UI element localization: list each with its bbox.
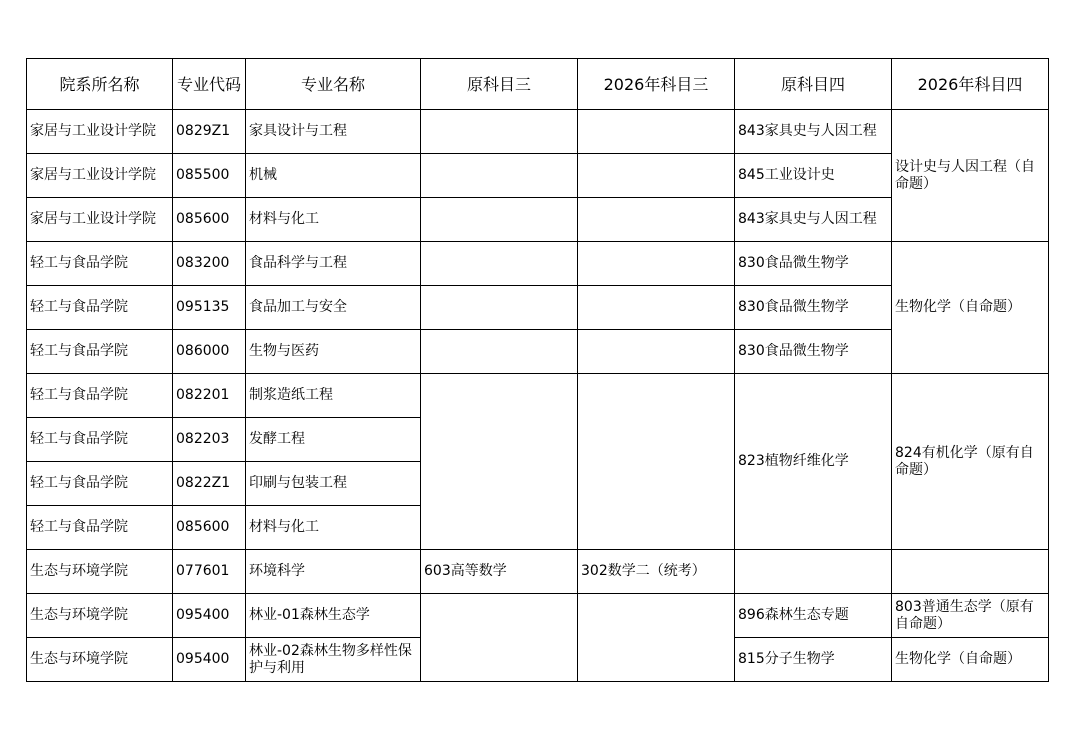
cell-new-subject3 — [578, 110, 735, 154]
cell-code: 0829Z1 — [173, 110, 246, 154]
cell-major: 家具设计与工程 — [246, 110, 421, 154]
cell-orig-subject3 — [421, 154, 578, 198]
cell-orig-subject4: 830食品微生物学 — [735, 286, 892, 330]
cell-major: 制浆造纸工程 — [246, 374, 421, 418]
cell-major: 食品加工与安全 — [246, 286, 421, 330]
subject-change-table — [26, 58, 1049, 682]
cell-major: 发酵工程 — [246, 418, 421, 462]
cell-code: 082203 — [173, 418, 246, 462]
cell-orig-subject4: 830食品微生物学 — [735, 330, 892, 374]
cell-new-subject3 — [578, 330, 735, 374]
cell-code: 085600 — [173, 506, 246, 550]
cell-new-subject3 — [578, 154, 735, 198]
cell-code: 0822Z1 — [173, 462, 246, 506]
cell-orig-subject4: 815分子生物学 — [735, 638, 892, 682]
header-row — [27, 59, 1049, 110]
cell-orig-subject3 — [421, 286, 578, 330]
cell-dept: 轻工与食品学院 — [27, 506, 173, 550]
cell-dept: 轻工与食品学院 — [27, 242, 173, 286]
cell-major: 林业-02森林生物多样性保护与利用 — [246, 638, 421, 682]
cell-orig-subject3 — [421, 110, 578, 154]
header-code: 专业代码 — [173, 59, 246, 110]
cell-orig-subject4: 830食品微生物学 — [735, 242, 892, 286]
table-row — [27, 110, 1049, 154]
cell-new-subject4-design: 设计史与人因工程（自命题） — [892, 110, 1049, 242]
cell-new-subject3-paper — [578, 374, 735, 550]
cell-new-subject4-food: 生物化学（自命题） — [892, 242, 1049, 374]
cell-dept: 家居与工业设计学院 — [27, 198, 173, 242]
cell-major: 材料与化工 — [246, 506, 421, 550]
header-dept: 院系所名称 — [27, 59, 173, 110]
cell-code: 077601 — [173, 550, 246, 594]
header-new-subject3: 2026年科目三 — [578, 59, 735, 110]
cell-orig-subject3 — [421, 330, 578, 374]
cell-orig-subject3-eco — [421, 594, 578, 682]
cell-orig-subject3 — [421, 242, 578, 286]
cell-orig-subject4-paper: 823植物纤维化学 — [735, 374, 892, 550]
cell-code: 085500 — [173, 154, 246, 198]
cell-major: 食品科学与工程 — [246, 242, 421, 286]
cell-new-subject3 — [578, 198, 735, 242]
cell-dept: 家居与工业设计学院 — [27, 110, 173, 154]
cell-orig-subject4: 845工业设计史 — [735, 154, 892, 198]
cell-dept: 生态与环境学院 — [27, 594, 173, 638]
cell-orig-subject3 — [421, 198, 578, 242]
cell-new-subject4-paper: 824有机化学（原有自命题） — [892, 374, 1049, 550]
header-major: 专业名称 — [246, 59, 421, 110]
cell-orig-subject3: 603高等数学 — [421, 550, 578, 594]
cell-new-subject3-eco — [578, 594, 735, 682]
header-orig-subject3: 原科目三 — [421, 59, 578, 110]
table-row — [27, 242, 1049, 286]
cell-new-subject3: 302数学二（统考） — [578, 550, 735, 594]
cell-major: 机械 — [246, 154, 421, 198]
cell-new-subject3 — [578, 242, 735, 286]
cell-orig-subject4: 896森林生态专题 — [735, 594, 892, 638]
cell-code: 095135 — [173, 286, 246, 330]
cell-dept: 轻工与食品学院 — [27, 462, 173, 506]
cell-code: 085600 — [173, 198, 246, 242]
header-new-subject4: 2026年科目四 — [892, 59, 1049, 110]
cell-major: 环境科学 — [246, 550, 421, 594]
cell-dept: 轻工与食品学院 — [27, 418, 173, 462]
cell-code: 095400 — [173, 594, 246, 638]
cell-dept: 轻工与食品学院 — [27, 374, 173, 418]
cell-major: 林业-01森林生态学 — [246, 594, 421, 638]
cell-dept: 轻工与食品学院 — [27, 330, 173, 374]
cell-code: 082201 — [173, 374, 246, 418]
cell-major: 生物与医药 — [246, 330, 421, 374]
cell-new-subject4: 803普通生态学（原有自命题） — [892, 594, 1049, 638]
cell-orig-subject4: 843家具史与人因工程 — [735, 110, 892, 154]
cell-orig-subject4 — [735, 550, 892, 594]
cell-code: 086000 — [173, 330, 246, 374]
cell-dept: 生态与环境学院 — [27, 638, 173, 682]
cell-orig-subject4: 843家具史与人因工程 — [735, 198, 892, 242]
cell-major: 材料与化工 — [246, 198, 421, 242]
cell-dept: 生态与环境学院 — [27, 550, 173, 594]
cell-code: 083200 — [173, 242, 246, 286]
cell-new-subject4: 生物化学（自命题） — [892, 638, 1049, 682]
cell-major: 印刷与包装工程 — [246, 462, 421, 506]
cell-dept: 家居与工业设计学院 — [27, 154, 173, 198]
table-row — [27, 594, 1049, 638]
cell-new-subject4 — [892, 550, 1049, 594]
header-orig-subject4: 原科目四 — [735, 59, 892, 110]
cell-code: 095400 — [173, 638, 246, 682]
cell-dept: 轻工与食品学院 — [27, 286, 173, 330]
table-row — [27, 374, 1049, 418]
cell-new-subject3 — [578, 286, 735, 330]
table-row — [27, 550, 1049, 594]
cell-orig-subject3-paper — [421, 374, 578, 550]
